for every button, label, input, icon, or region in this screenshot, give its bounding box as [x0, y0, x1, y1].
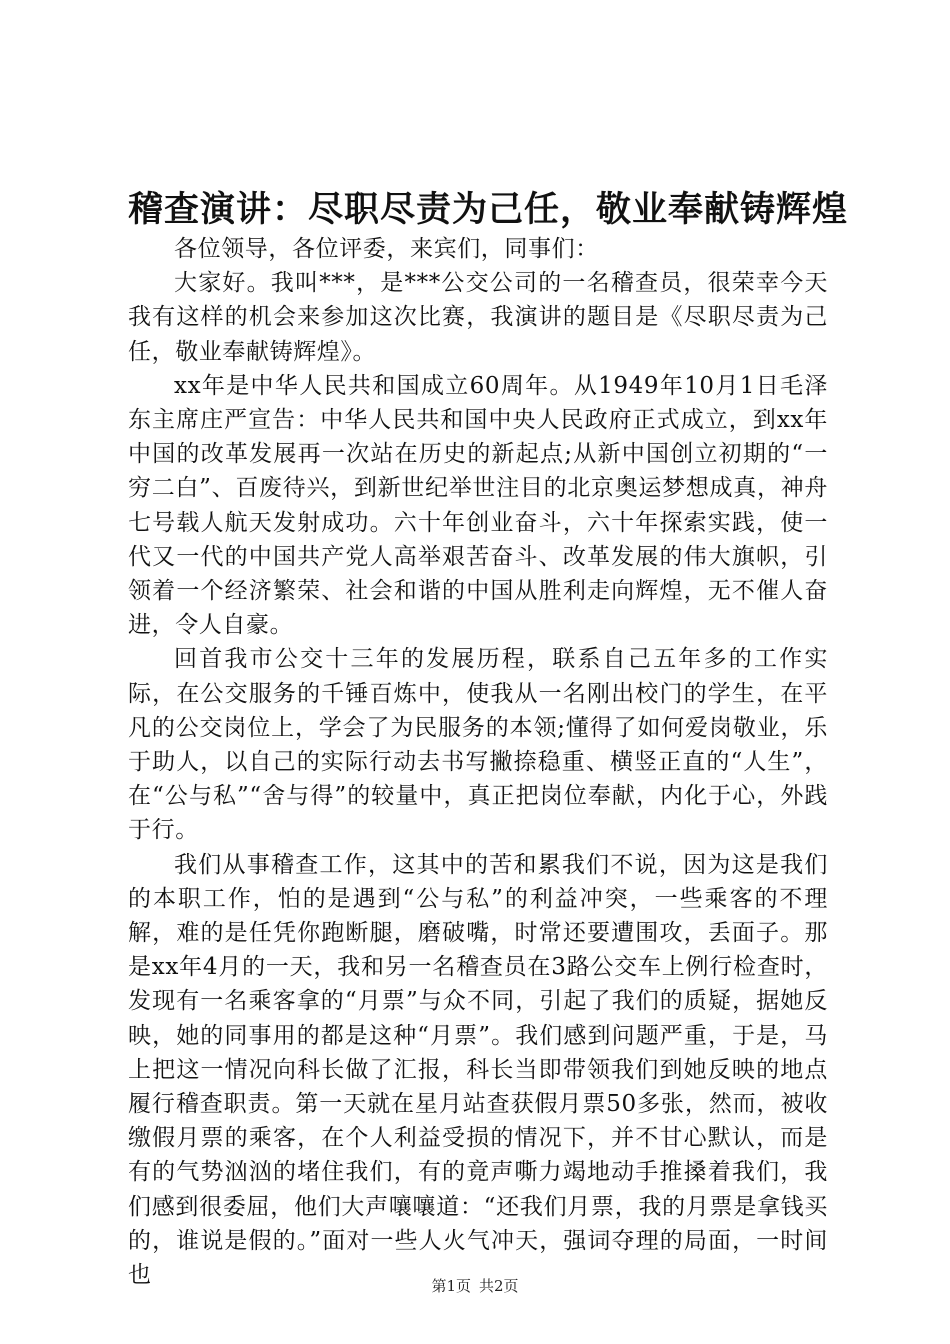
page-number: 第1页: [431, 1277, 471, 1295]
page-total: 共2页: [479, 1277, 519, 1295]
paragraph-inspection-story: 我们从事稽查工作，这其中的苦和累我们不说，因为这是我们的本职工作，怕的是遇到“公与私”的利益冲突，一些乘客的不理解，难的是任凭你跑断腿，磨破嘴，时常还要遭围攻，丢面子。那是xx年4月的一天，我和另一名稽查员在3路公交车上例行检查时，发现有一名乘客拿的“月票”与众不同，引起了我们的质疑，据她反映，她的同事用的都是这种“月票”。我们感到问题严重，于是，马上把这一情况向科长做了汇报，科长当即带领我们到她反映的地点履行稽查职责。第一天就在星月站查获假月票50多张，然而，被收缴假月票的乘客，在个人利益受损的情况下，并不甘心默认，而是有的气势汹汹的堵住我们，有的竟声嘶力竭地动手推搡着我们，我们感到很委屈，他们大声嚷嚷道：“还我们月票，我的月票是拿钱买的，谁说是假的。”面对一些人火气冲天，强词夺理的局面，一时间也: [128, 851, 828, 1289]
paragraph-introduction: 大家好。我叫***，是***公交公司的一名稽查员，很荣幸今天我有这样的机会来参加这次比赛，我演讲的题目是《尽职尽责为己任，敬业奉献铸辉煌》。: [128, 270, 828, 365]
document-body: [128, 232, 828, 1292]
page-footer: [0, 1276, 950, 1296]
paragraph-anniversary: xx年是中华人民共和国成立60周年。从1949年10月1日毛泽东主席庄严宣告：中华人民共和国中央人民政府正式成立，到xx年中国的改革发展再一次站在历史的新起点;从新中国创立初期的“一穷二白”、百废待兴，到新世纪举世注目的北京奥运梦想成真，神舟七号载人航天发射成功。六十年创业奋斗，六十年探索实践，使一代又一代的中国共产党人高举艰苦奋斗、改革发展的伟大旗帜，引领着一个经济繁荣、社会和谐的中国从胜利走向辉煌，无不催人奋进，令人自豪。: [128, 372, 828, 639]
paragraph-greeting: 各位领导，各位评委，来宾们，同事们：: [174, 236, 599, 262]
document-title: 稽查演讲：尽职尽责为己任，敬业奉献铸辉煌: [128, 189, 849, 230]
paragraph-career-reflection: 回首我市公交十三年的发展历程，联系自己五年多的工作实际，在公交服务的千锤百炼中，使我从一名刚出校门的学生，在平凡的公交岗位上，学会了为民服务的本领;懂得了如何爱岗敬业，乐于助人，以自己的实际行动去书写撇捺稳重、横竖正直的“人生”，在“公与私”“舍与得”的较量中，真正把岗位奉献，内化于心，外践于行。: [128, 646, 828, 844]
